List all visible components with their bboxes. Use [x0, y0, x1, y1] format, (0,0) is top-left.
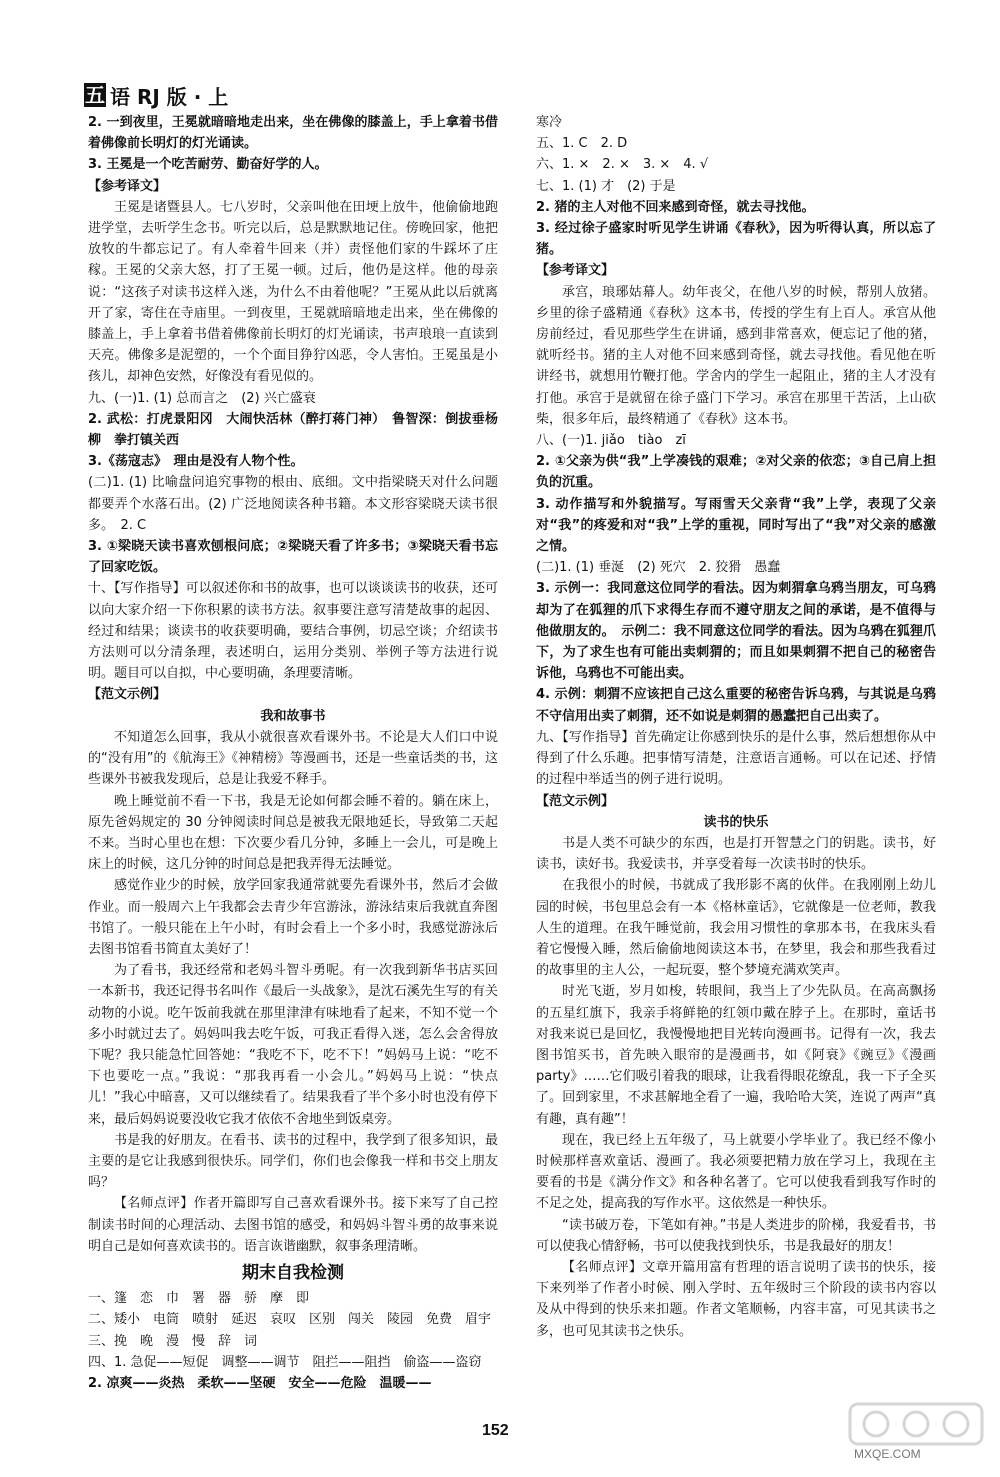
left-paragraph: 王冕是诸暨县人。七八岁时，父亲叫他在田埂上放牛，他偷偷地跑进学堂，去听学生念书。听完以后，总是默默地记住。傍晚回家，他把放牧的牛都忘记了。有人牵着牛回来（并）责怪他们家的牛踩坏了庄稼。王冕的父亲大怒，打了王冕一顿。过后，他仍是这样。他的母亲说：“这孩子对读书这样入迷，为什么不由着他呢？”王冕从此以后就离开了家，寄住在寺庙里。一到夜里，王冕就暗暗地走出来，坐在佛像的膝盖上，手上拿着书借着佛像前长明灯的灯光诵读，书声琅琅一直读到天亮。佛像多是泥塑的，一个个面目狰狞凶恶，令人害怕。王冕虽是小孩儿，却神色安然，好像没有看见似的。: [88, 199, 498, 385]
right-paragraph: 【范文示例】: [536, 793, 615, 809]
right-paragraph: “读书破万卷，下笔如有神。”书是人类进步的阶梯，我爱看书，书可以使我心情舒畅，书可以使我找到快乐，书是我最好的朋友！: [536, 1217, 936, 1254]
left-paragraph: 感觉作业少的时候，放学回家我通常就要先看课外书，然后才会做作业。而一般周六上午我都会去青少年宫游泳，游泳结束后我就直奔图书馆了。一般只能在上午小时，有时会看上一个多小时，我感觉游泳后去图书馆看书简直太美好了！: [88, 878, 498, 957]
right-paragraph: 3. 动作描写和外貌描写。写雨雪天父亲背“我”上学，表现了父亲对“我”的疼爱和对“我”上学的重视，同时写出了“我”对父亲的感激之情。: [536, 496, 936, 555]
right-paragraph: 书是人类不可缺少的东西，也是打开智慧之门的钥匙。读书，好读书，读好书。我爱读书，并享受着每一次读书时的快乐。: [536, 835, 936, 873]
right-paragraph: 八、(一)1. jiǎo tiào zī: [536, 433, 686, 449]
left-paragraph: 2. 武松：打虎景阳冈 大闹快活林（醉打蒋门神） 鲁智深：倒拔垂杨柳 拳打镇关西: [88, 411, 498, 449]
left-paragraph: 3. 王冕是一个吃苦耐劳、勤奋好学的人。: [88, 157, 328, 173]
right-paragraph: 2. 猪的主人对他不回来感到奇怪，就去寻找他。: [536, 199, 815, 215]
left-paragraph: 3. ①梁晓天读书喜欢刨根问底；②梁晓天看了许多书；③梁晓天看书忘了回家吃饭。: [88, 539, 498, 576]
left-column: [88, 112, 498, 1394]
page-header: [84, 80, 228, 110]
page-number: 152: [482, 1422, 509, 1439]
left-paragraph: 三、挽 晚 漫 慢 辞 词: [88, 1333, 258, 1349]
right-paragraph: 六、1. × 2. × 3. × 4. √: [536, 157, 709, 173]
grade-box: 五: [85, 83, 105, 107]
right-paragraph: 现在，我已经上五年级了，马上就要小学毕业了。我已经不像小时候那样喜欢童话、漫画了。我必须要把精力放在学习上，我现在主要看的书是《满分作文》和各种名著了。它可以使我看到我写作时的不足之处，提高我的写作水平。这依然是一种快乐。: [536, 1132, 936, 1212]
right-paragraph: 九、【写作指导】首先确定让你感到快乐的是什么事，然后想想你从中得到了什么乐趣。把事情写清楚，注意语言通畅。可以在记述、抒情的过程中举适当的例子进行说明。: [536, 729, 936, 788]
right-paragraph: 七、1. (1) 才 (2) 于是: [536, 178, 676, 194]
right-column: [536, 112, 936, 1342]
right-paragraph: 【参考译文】: [536, 263, 615, 279]
left-paragraph: 期末自我检测: [242, 1262, 344, 1283]
right-paragraph: 读书的快乐: [703, 814, 769, 830]
right-paragraph: 4. 示例：刺猬不应该把自己这么重要的秘密告诉乌鸦，与其说是乌鸦不守信用出卖了刺猬，还不如说是刺猬的愚蠢把自己出卖了。: [536, 687, 936, 724]
left-paragraph: 十、【写作指导】可以叙述你和书的故事，也可以谈谈读书的收获，还可以向大家介绍一下你积累的读书方法。叙事要注意写清楚故事的起因、经过和结果；谈读书的收获要明确，要结合事例，切忌空谈；介绍读书方法则可以分清条理，表述明白，运用分类别、举例子等方法进行说明。题目可以自拟，中心要明确，条理要清晰。: [88, 581, 498, 682]
right-paragraph: 在我很小的时候，书就成了我形影不离的伙伴。在我刚刚上幼儿园的时候，书包里总会有一本《格林童话》，它就像是一位老师，教我人生的道理。在我午睡觉前，我会用习惯性的拿那本书，在我床头看着它慢慢入睡，然后偷偷地阅读这本书，在梦里，我会和那些我看过的故事里的主人公，一起玩耍，整个梦境充满欢笑声。: [536, 878, 936, 979]
left-paragraph: 【范文示例】: [88, 687, 167, 703]
right-paragraph: 寒冷: [536, 115, 563, 130]
left-paragraph: 我和故事书: [260, 708, 326, 724]
left-paragraph: 一、篷 恋 巾 署 器 骄 摩 即: [88, 1291, 310, 1307]
left-paragraph: 2. 凉爽——炎热 柔软——坚硬 安全——危险 温暖——: [88, 1375, 432, 1391]
left-paragraph: 四、1. 急促——短促 调整——调节 阻拦——阻挡 偷盗——盗窃: [88, 1354, 482, 1370]
header-title: 语 RJ 版 · 上: [110, 84, 229, 109]
right-paragraph: 时光飞逝，岁月如梭，转眼间，我当上了少先队员。在高高飘扬的五星红旗下，我亲手将鲜艳的红领巾戴在脖子上。在那时，童话书对我来说已是回忆，我慢慢地把目光转向漫画书。记得有一次，我去图书馆买书，首先映入眼帘的是漫画书，如《阿衰》《豌豆》《漫画 party》……它们吸引着我的眼球，让我看得眼花缭乱，我一下子全买了。回到家里，不求甚解地全看了一遍，我哈哈大笑，连说了两声“真有趣，真有趣”！: [536, 984, 936, 1127]
left-paragraph: 3.《荡寇志》 理由是没有人物个性。: [88, 454, 304, 470]
left-paragraph: 九、(一)1. (1) 总而言之 (2) 兴亡盛衰: [88, 390, 316, 406]
right-paragraph: 2. ①父亲为供“我”上学凑钱的艰难；②对父亲的依恋；③自己肩上担负的沉重。: [536, 454, 936, 491]
watermark-text: MXQE.COM: [854, 1447, 921, 1461]
left-paragraph: 2. 一到夜里，王冕就暗暗地走出来，坐在佛像的膝盖上，手上拿着书借着佛像前长明灯的灯光诵读。: [88, 115, 498, 152]
left-paragraph: 书是我的好朋友。在看书、读书的过程中，我学到了很多知识，最主要的是它让我感到很快乐。同学们，你们也会像我一样和书交上朋友吗？: [88, 1132, 498, 1191]
right-paragraph: 承宫，琅琊姑幕人。幼年丧父，在他八岁的时候，帮别人放猪。乡里的徐子盛精通《春秋》这本书，传授的学生有上百人。承宫从他房前经过，看见那些学生在讲诵，感到非常喜欢，便忘记了他的猪，就听经书。猪的主人对他不回来感到奇怪，就去寻找他。看见他在听讲经书，就想用竹鞭打他。学舍内的学生一起阻止，猪的主人才没有打他。承宫于是就留在徐子盛门下学习。承宫在那里干苦活，上山砍柴，很多年后，最终精通了《春秋》这本书。: [536, 284, 936, 427]
left-paragraph: (二)1. (1) 比喻盘问追究事物的根由、底细。文中指梁晓天对什么问题都要弄个水落石出。(2) 广泛地阅读各种书籍。本文形容梁晓天读书很多。 2. C: [88, 475, 498, 533]
left-paragraph: 为了看书，我还经常和老妈斗智斗勇呢。有一次我到新华书店买回一本新书，我还记得书名叫作《最后一头战象》，是沈石溪先生写的有关动物的小说。吃午饭前我就在那里津津有味地看了起来，不知不觉一个多小时就过去了。妈妈叫我去吃午饭，可我正看得入迷，怎么会舍得放下呢？我只能急忙回答她：“我吃不下，吃不下！”妈妈马上说：“吃不下也要吃一点。”我说：“那我再看一小会儿。”妈妈马上说：“快点儿！”我心中暗喜，又可以继续看了。结果我看了半个多小时也没有停下来，最后妈妈说要没收它我才依依不舍地坐到饭桌旁。: [88, 963, 498, 1127]
right-paragraph: 【名师点评】文章开篇用富有哲理的语言说明了读书的快乐，接下来列举了作者小时候、刚入学时、五年级时三个阶段的读书内容以及从中得到的快乐来扣题。作者文笔顺畅，内容丰富，可见其读书之多，也可见其读书之快乐。: [536, 1259, 936, 1339]
left-paragraph: 二、矮小 电筒 喷射 延迟 哀叹 区别 闯关 陵园 免费 眉宇: [88, 1312, 492, 1328]
left-paragraph: 【名师点评】作者开篇即写自己喜欢看课外书。接下来写了自己控制读书时间的心理活动、去图书馆的感受，和妈妈斗智斗勇的故事来说明自己是如何喜欢读书的。语言诙谐幽默，叙事条理清晰。: [88, 1196, 498, 1254]
right-paragraph: 五、1. C 2. D: [536, 136, 628, 152]
right-paragraph: 3. 经过徐子盛家时听见学生讲诵《春秋》，因为听得认真，所以忘了猪。: [536, 221, 936, 258]
right-paragraph: 3. 示例一：我同意这位同学的看法。因为刺猬拿乌鸦当朋友，可乌鸦却为了在狐狸的爪下求得生存而不遵守朋友之间的承诺，是不值得与他做朋友的。 示例二：我不同意这位同学的看法。因为乌鸦在狐狸爪下，为了求生也有可能出卖刺猬的；而且如果刺猬不把自己的秘密告诉他，乌鸦也不可能出卖。: [536, 581, 936, 682]
left-paragraph: 晚上睡觉前不看一下书，我是无论如何都会睡不着的。躺在床上，原先爸妈规定的 30 分钟阅读时间总是被我无限地延长，导致第二天起不来。当时心里也在想：下次要少看几分钟，多睡上一会儿，可是晚上床上的时候，这几分钟的时间总是把我弄得无法睡觉。: [88, 793, 498, 873]
right-paragraph: (二)1. (1) 垂涎 (2) 死穴 2. 狡猾 愚蠢: [536, 560, 781, 576]
left-paragraph: 【参考译文】: [88, 178, 167, 194]
left-paragraph: 不知道怎么回事，我从小就很喜欢看课外书。不论是大人们口中说的“没有用”的《航海王》《神精榜》等漫画书，还是一些童话类的书，这些课外书被我发现后，总是让我爱不释手。: [88, 729, 498, 788]
